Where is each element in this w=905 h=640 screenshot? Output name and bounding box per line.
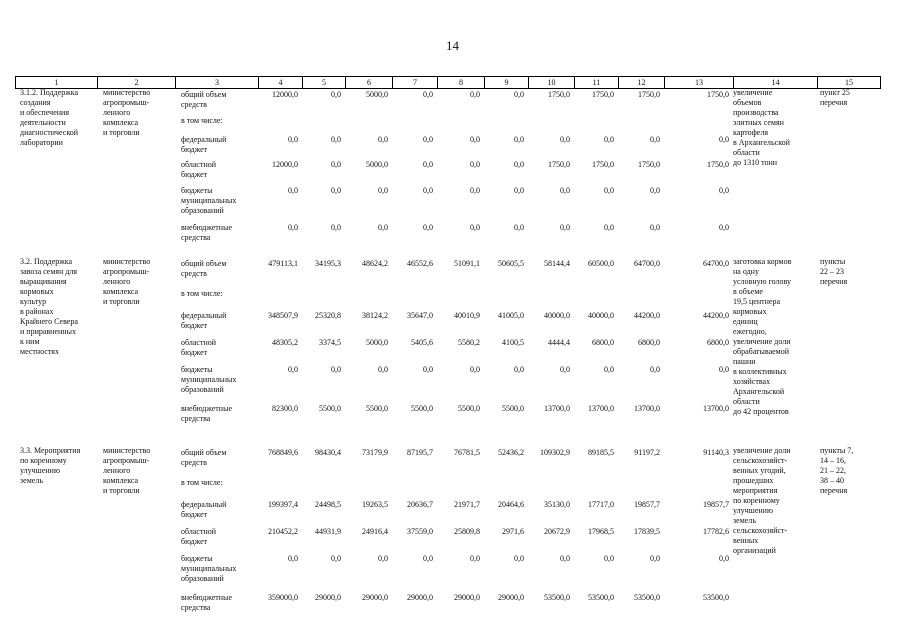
row-label: областной бюджет [181, 527, 217, 546]
value-cell: 0,0 [423, 223, 433, 232]
value-cell: 0,0 [423, 186, 433, 195]
row-label: областной бюджет [181, 338, 217, 357]
value-cell: 41005,0 [498, 311, 524, 320]
value-cell: 35130,0 [544, 500, 570, 509]
value-cell: 48305,2 [272, 338, 298, 347]
value-cell: 0,0 [288, 135, 298, 144]
value-cell: 21971,7 [454, 500, 480, 509]
value-cell: 20636,7 [407, 500, 433, 509]
value-cell: 48624,2 [362, 259, 388, 268]
header-col-1: 1 [15, 77, 97, 88]
value-cell: 0,0 [604, 554, 614, 563]
value-cell: 0,0 [604, 186, 614, 195]
value-cell: 5000,0 [366, 338, 388, 347]
value-cell: 64700,0 [634, 259, 660, 268]
value-cell: 0,0 [378, 365, 388, 374]
value-cell: 29000,0 [407, 593, 433, 602]
value-cell: 76781,5 [454, 448, 480, 457]
value-cell: 91197,2 [634, 448, 660, 457]
row-label: бюджеты муниципальных образований [181, 554, 237, 583]
value-cell: 0,0 [470, 135, 480, 144]
value-cell: 0,0 [719, 135, 729, 144]
value-cell: 0,0 [514, 365, 524, 374]
value-cell: 5500,0 [366, 404, 388, 413]
value-cell: 44200,0 [634, 311, 660, 320]
expected-result: заготовка кормов на одну условную голову в объеме 19,5 центнера кормовых единиц ежегодно, увеличение доли обрабатываемой пашни в коллективных хозяйствах Архангельской области до 42 процентов [733, 257, 792, 416]
value-cell: 0,0 [331, 160, 341, 169]
row-label: внебюджетные средства [181, 223, 232, 242]
value-cell: 13700,0 [544, 404, 570, 413]
row-label: в том числе: [181, 289, 223, 298]
value-cell: 52436,2 [498, 448, 524, 457]
value-cell: 53500,0 [703, 593, 729, 602]
value-cell: 5500,0 [319, 404, 341, 413]
header-col-7: 7 [392, 77, 437, 88]
value-cell: 58144,4 [544, 259, 570, 268]
value-cell: 44200,0 [703, 311, 729, 320]
value-cell: 0,0 [378, 223, 388, 232]
value-cell: 6800,0 [592, 338, 614, 347]
value-cell: 768849,6 [268, 448, 298, 457]
value-cell: 0,0 [514, 554, 524, 563]
value-cell: 0,0 [604, 223, 614, 232]
value-cell: 109302,9 [540, 448, 570, 457]
value-cell: 0,0 [650, 135, 660, 144]
value-cell: 13700,0 [588, 404, 614, 413]
row-label: бюджеты муниципальных образований [181, 186, 237, 215]
value-cell: 4444,4 [548, 338, 570, 347]
value-cell: 0,0 [650, 554, 660, 563]
value-cell: 25809,8 [454, 527, 480, 536]
value-cell: 348507,9 [268, 311, 298, 320]
value-cell: 0,0 [331, 554, 341, 563]
executor: министерство агропромыш- ленного комплекса и торговли [103, 257, 151, 306]
value-cell: 20672,9 [544, 527, 570, 536]
row-label: внебюджетные средства [181, 404, 232, 423]
value-cell: 50605,5 [498, 259, 524, 268]
value-cell: 0,0 [378, 186, 388, 195]
value-cell: 0,0 [560, 186, 570, 195]
value-cell: 0,0 [560, 135, 570, 144]
header-col-11: 11 [574, 77, 618, 88]
value-cell: 0,0 [470, 186, 480, 195]
value-cell: 0,0 [604, 365, 614, 374]
value-cell: 210452,2 [268, 527, 298, 536]
row-label: бюджеты муниципальных образований [181, 365, 237, 394]
measure-name: 3.3. Мероприятия по коренному улучшению земель [20, 446, 81, 485]
value-cell: 24498,5 [315, 500, 341, 509]
header-col-10: 10 [528, 77, 574, 88]
header-col-14: 14 [733, 77, 817, 88]
value-cell: 2971,6 [502, 527, 524, 536]
row-label: федеральный бюджет [181, 500, 227, 519]
value-cell: 0,0 [514, 186, 524, 195]
row-label: федеральный бюджет [181, 135, 227, 154]
measure-name: 3.2. Поддержка завоза семян для выращивания кормовых культур в районах Крайнего Севера и приравненных к ним местностях [20, 257, 78, 356]
value-cell: 40010,9 [454, 311, 480, 320]
value-cell: 0,0 [331, 135, 341, 144]
row-label: внебюджетные средства [181, 593, 232, 612]
value-cell: 13700,0 [634, 404, 660, 413]
value-cell: 44931,9 [315, 527, 341, 536]
measure-name: 3.1.2. Поддержка создания и обеспечения деятельности диагностической лаборатории [20, 88, 79, 147]
value-cell: 0,0 [378, 135, 388, 144]
value-cell: 0,0 [719, 223, 729, 232]
value-cell: 0,0 [650, 365, 660, 374]
value-cell: 37559,0 [407, 527, 433, 536]
value-cell: 0,0 [288, 186, 298, 195]
value-cell: 19857,7 [634, 500, 660, 509]
value-cell: 0,0 [604, 135, 614, 144]
reference: пункты 7, 14 – 16, 21 – 22, 38 – 40 перечня [820, 446, 854, 495]
value-cell: 0,0 [378, 554, 388, 563]
value-cell: 5000,0 [366, 160, 388, 169]
header-col-6: 6 [345, 77, 392, 88]
value-cell: 0,0 [560, 223, 570, 232]
row-label: федеральный бюджет [181, 311, 227, 330]
value-cell: 38124,2 [362, 311, 388, 320]
value-cell: 0,0 [423, 160, 433, 169]
value-cell: 0,0 [719, 554, 729, 563]
value-cell: 29000,0 [362, 593, 388, 602]
value-cell: 53500,0 [588, 593, 614, 602]
value-cell: 1750,0 [638, 160, 660, 169]
value-cell: 0,0 [470, 223, 480, 232]
value-cell: 0,0 [423, 365, 433, 374]
value-cell: 0,0 [423, 135, 433, 144]
value-cell: 19263,5 [362, 500, 388, 509]
value-cell: 1750,0 [638, 90, 660, 99]
header-col-2: 2 [97, 77, 175, 88]
value-cell: 82300,0 [272, 404, 298, 413]
value-cell: 5580,2 [458, 338, 480, 347]
value-cell: 1750,0 [592, 160, 614, 169]
row-label: в том числе: [181, 478, 223, 487]
value-cell: 53500,0 [544, 593, 570, 602]
value-cell: 0,0 [331, 223, 341, 232]
value-cell: 0,0 [514, 90, 524, 99]
value-cell: 46552,6 [407, 259, 433, 268]
page-number: 14 [446, 38, 459, 53]
header-col-15: 15 [817, 77, 881, 88]
value-cell: 0,0 [514, 160, 524, 169]
value-cell: 0,0 [470, 160, 480, 169]
value-cell: 1750,0 [548, 160, 570, 169]
value-cell: 89185,5 [588, 448, 614, 457]
value-cell: 5500,0 [411, 404, 433, 413]
row-label: областной бюджет [181, 160, 217, 179]
value-cell: 1750,0 [548, 90, 570, 99]
row-label: общий объем средств [181, 90, 227, 109]
value-cell: 40000,0 [544, 311, 570, 320]
value-cell: 0,0 [423, 554, 433, 563]
header-col-8: 8 [437, 77, 484, 88]
value-cell: 0,0 [470, 365, 480, 374]
executor: министерство агропромыш- ленного комплекса и торговли [103, 446, 151, 495]
value-cell: 5000,0 [366, 90, 388, 99]
value-cell: 0,0 [331, 90, 341, 99]
value-cell: 1750,0 [592, 90, 614, 99]
value-cell: 17782,6 [703, 527, 729, 536]
value-cell: 359000,0 [268, 593, 298, 602]
value-cell: 6800,0 [638, 338, 660, 347]
header-col-12: 12 [618, 77, 664, 88]
value-cell: 12000,0 [272, 160, 298, 169]
value-cell: 51091,1 [454, 259, 480, 268]
header-col-4: 4 [258, 77, 302, 88]
value-cell: 5500,0 [458, 404, 480, 413]
value-cell: 87195,7 [407, 448, 433, 457]
reference: пункт 25 перечня [820, 88, 850, 107]
value-cell: 73179,9 [362, 448, 388, 457]
value-cell: 0,0 [650, 223, 660, 232]
value-cell: 0,0 [514, 223, 524, 232]
value-cell: 0,0 [288, 223, 298, 232]
value-cell: 1750,0 [707, 160, 729, 169]
value-cell: 0,0 [470, 90, 480, 99]
value-cell: 0,0 [719, 365, 729, 374]
value-cell: 0,0 [288, 365, 298, 374]
executor: министерство агропромыш- ленного комплекса и торговли [103, 88, 151, 137]
value-cell: 479113,1 [268, 259, 298, 268]
value-cell: 53500,0 [634, 593, 660, 602]
value-cell: 60500,0 [588, 259, 614, 268]
row-label: общий объем средств [181, 448, 227, 467]
value-cell: 91140,3 [703, 448, 729, 457]
value-cell: 29000,0 [315, 593, 341, 602]
header-col-13: 13 [664, 77, 733, 88]
value-cell: 20464,6 [498, 500, 524, 509]
value-cell: 40000,0 [588, 311, 614, 320]
row-label: общий объем средств [181, 259, 227, 278]
value-cell: 17968,5 [588, 527, 614, 536]
value-cell: 29000,0 [454, 593, 480, 602]
value-cell: 0,0 [423, 90, 433, 99]
expected-result: увеличение доли сельскохозяйст- венных угодий, прошедших мероприятия по коренному улучшению земель сельскохозяйст- венных организаций [733, 446, 791, 555]
value-cell: 0,0 [331, 186, 341, 195]
value-cell: 5405,6 [411, 338, 433, 347]
expected-result: увеличение объемов производства элитных семян картофеля в Архангельской области до 1310 тонн [733, 88, 790, 167]
value-cell: 5500,0 [502, 404, 524, 413]
value-cell: 0,0 [560, 365, 570, 374]
value-cell: 6800,0 [707, 338, 729, 347]
value-cell: 12000,0 [272, 90, 298, 99]
value-cell: 0,0 [331, 365, 341, 374]
row-label: в том числе: [181, 116, 223, 125]
value-cell: 0,0 [470, 554, 480, 563]
value-cell: 35647,0 [407, 311, 433, 320]
value-cell: 34195,3 [315, 259, 341, 268]
value-cell: 0,0 [560, 554, 570, 563]
value-cell: 17717,0 [588, 500, 614, 509]
value-cell: 25320,8 [315, 311, 341, 320]
value-cell: 98430,4 [315, 448, 341, 457]
value-cell: 19857,7 [703, 500, 729, 509]
value-cell: 1750,0 [707, 90, 729, 99]
value-cell: 0,0 [288, 554, 298, 563]
header-col-9: 9 [484, 77, 528, 88]
value-cell: 3374,5 [319, 338, 341, 347]
value-cell: 13700,0 [703, 404, 729, 413]
value-cell: 0,0 [514, 135, 524, 144]
value-cell: 0,0 [719, 186, 729, 195]
header-col-5: 5 [302, 77, 345, 88]
value-cell: 64700,0 [703, 259, 729, 268]
value-cell: 0,0 [650, 186, 660, 195]
value-cell: 29000,0 [498, 593, 524, 602]
value-cell: 24916,4 [362, 527, 388, 536]
value-cell: 199397,4 [268, 500, 298, 509]
value-cell: 4100,5 [502, 338, 524, 347]
header-col-3: 3 [175, 77, 258, 88]
reference: пункты 22 – 23 перечня [820, 257, 848, 286]
value-cell: 17839,5 [634, 527, 660, 536]
